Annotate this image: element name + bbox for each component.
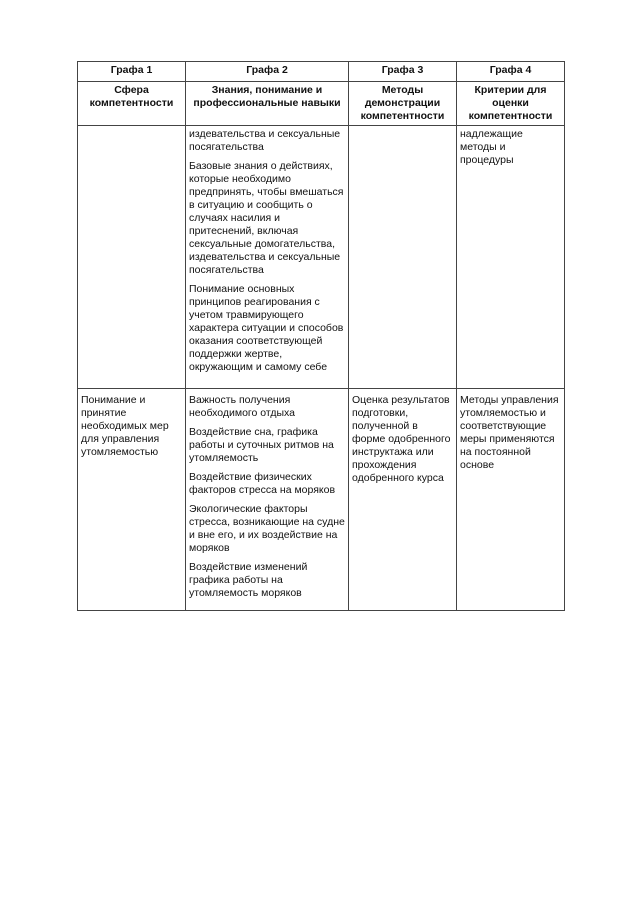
- methods-cell: [349, 126, 457, 389]
- knowledge-item: Воздействие сна, графика работы и суточных ритмов на утомляемость: [189, 426, 334, 464]
- column-number-3: Графа 3: [349, 62, 457, 82]
- knowledge-item: издевательства и сексуальные посягательства: [189, 128, 341, 153]
- knowledge-item: Воздействие изменений графика работы на утомляемость моряков: [189, 561, 308, 599]
- table-row: [78, 389, 565, 611]
- table-row: [78, 126, 565, 389]
- knowledge-item: Понимание основных принципов реагирования с учетом травмирующего характера ситуации и способов оказания соответствующей поддержки жертве, окружающим и самому себе: [189, 283, 344, 373]
- knowledge-cell: [186, 389, 349, 611]
- criteria-cell: Методы управления утомляемостью и соответствующие меры применяются на постоянной основе: [457, 389, 565, 611]
- column-number-1: Графа 1: [78, 62, 186, 82]
- column-number-2: Графа 2: [186, 62, 349, 82]
- knowledge-item: Важность получения необходимого отдыха: [189, 394, 296, 419]
- competency-table: [77, 61, 565, 611]
- column-number-4: Графа 4: [457, 62, 565, 82]
- knowledge-item: Экологические факторы стресса, возникающие на судне и вне его, и их воздействие на моряков: [189, 503, 345, 554]
- column-header-row: [78, 82, 565, 126]
- knowledge-item: Базовые знания о действиях, которые необходимо предпринять, чтобы вмешаться в ситуацию и сообщить о случаях насилия и притеснений, включая сексуальные домогательства, издевательства и сексуальные посягательства: [189, 160, 344, 276]
- competence-cell: [78, 126, 186, 389]
- header-knowledge: Знания, понимание и профессиональные навыки: [186, 82, 349, 126]
- column-number-row: [78, 62, 565, 82]
- knowledge-item: Воздействие физических факторов стресса на моряков: [189, 471, 336, 496]
- competence-cell: Понимание и принятие необходимых мер для управления утомляемостью: [78, 389, 186, 611]
- header-evaluation-criteria: Критерии для оценки компетентности: [457, 82, 565, 126]
- header-demonstration-methods: Методы демонстрации компетентности: [349, 82, 457, 126]
- methods-cell: Оценка результатов подготовки, полученной в форме одобренного инструктажа или прохождения одобренного курса: [349, 389, 457, 611]
- header-competence-area: Сфера компетентности: [78, 82, 186, 126]
- criteria-cell: надлежащие методы и процедуры: [457, 126, 565, 389]
- knowledge-cell: [186, 126, 349, 389]
